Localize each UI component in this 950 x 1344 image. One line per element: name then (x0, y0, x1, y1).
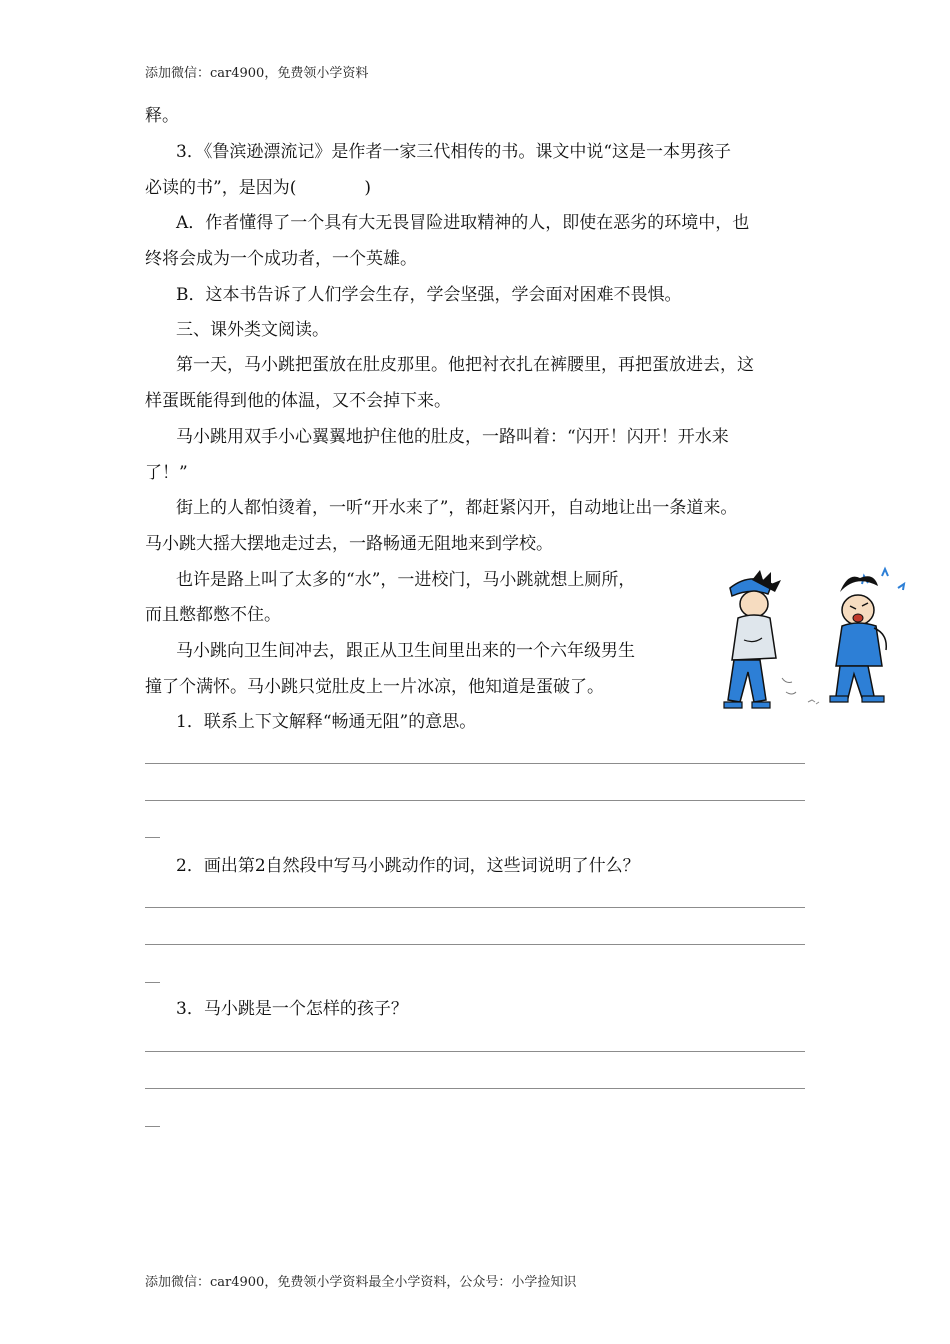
answer-line-end (145, 982, 160, 983)
question-3-stem: 3．《鲁滨逊漂流记》是作者一家三代相传的书。课文中说“这是一本男孩子 (176, 142, 732, 162)
question-3: 3．马小跳是一个怎样的孩子？ (176, 999, 408, 1019)
paragraph-3-cont: 马小跳大摇大摆地走过去，一路畅通无阻地来到学校。 (145, 534, 553, 554)
question-2: 2．画出第2自然段中写马小跳动作的词，这些词说明了什么？ (176, 856, 640, 876)
answer-line-end (145, 837, 160, 838)
page-header: 添加微信：car4900，免费领小学资料 (145, 66, 369, 81)
option-a: A．作者懂得了一个具有大无畏冒险进取精神的人，即使在恶劣的环境中，也 (176, 213, 750, 233)
text-line: 释。 (145, 106, 179, 126)
paragraph-3: 街上的人都怕烫着，一听“开水来了”，都赶紧闪开，自动地让出一条道来。 (176, 498, 738, 518)
answer-line[interactable] (145, 800, 805, 801)
question-1: 1．联系上下文解释“畅通无阻”的意思。 (176, 712, 477, 732)
paragraph-4-cont: 而且憋都憋不住。 (145, 605, 281, 625)
paragraph-1: 第一天，马小跳把蛋放在肚皮那里。他把衬衣扎在裤腰里，再把蛋放进去，这 (176, 355, 754, 375)
answer-line-end (145, 1126, 160, 1127)
paragraph-2-cont: 了！” (145, 463, 188, 483)
question-3-stem-cont: 必读的书”，是因为( ) (145, 178, 371, 198)
cartoon-illustration (712, 566, 916, 718)
answer-line[interactable] (145, 1088, 805, 1089)
answer-line[interactable] (145, 763, 805, 764)
option-b: B．这本书告诉了人们学会生存，学会坚强，学会面对困难不畏惧。 (176, 285, 682, 305)
answer-line[interactable] (145, 944, 805, 945)
paragraph-5: 马小跳向卫生间冲去，跟正从卫生间里出来的一个六年级男生 (176, 641, 635, 661)
answer-line[interactable] (145, 1051, 805, 1052)
paragraph-4: 也许是路上叫了太多的“水”，一进校门，马小跳就想上厕所， (176, 570, 636, 590)
page-footer: 添加微信：car4900，免费领小学资料最全小学资料，公众号：小学捡知识 (145, 1275, 577, 1290)
paragraph-5-cont: 撞了个满怀。马小跳只觉肚皮上一片冰凉，他知道是蛋破了。 (145, 677, 604, 697)
paragraph-1-cont: 样蛋既能得到他的体温，又不会掉下来。 (145, 391, 451, 411)
option-a-cont: 终将会成为一个成功者，一个英雄。 (145, 249, 417, 269)
ma-xiaotiao-figure (808, 569, 904, 704)
older-boy-figure (724, 570, 796, 708)
section-heading: 三、课外类文阅读。 (176, 320, 329, 340)
paragraph-2: 马小跳用双手小心翼翼地护住他的肚皮，一路叫着：“闪开！闪开！开水来 (176, 427, 729, 447)
answer-line[interactable] (145, 907, 805, 908)
